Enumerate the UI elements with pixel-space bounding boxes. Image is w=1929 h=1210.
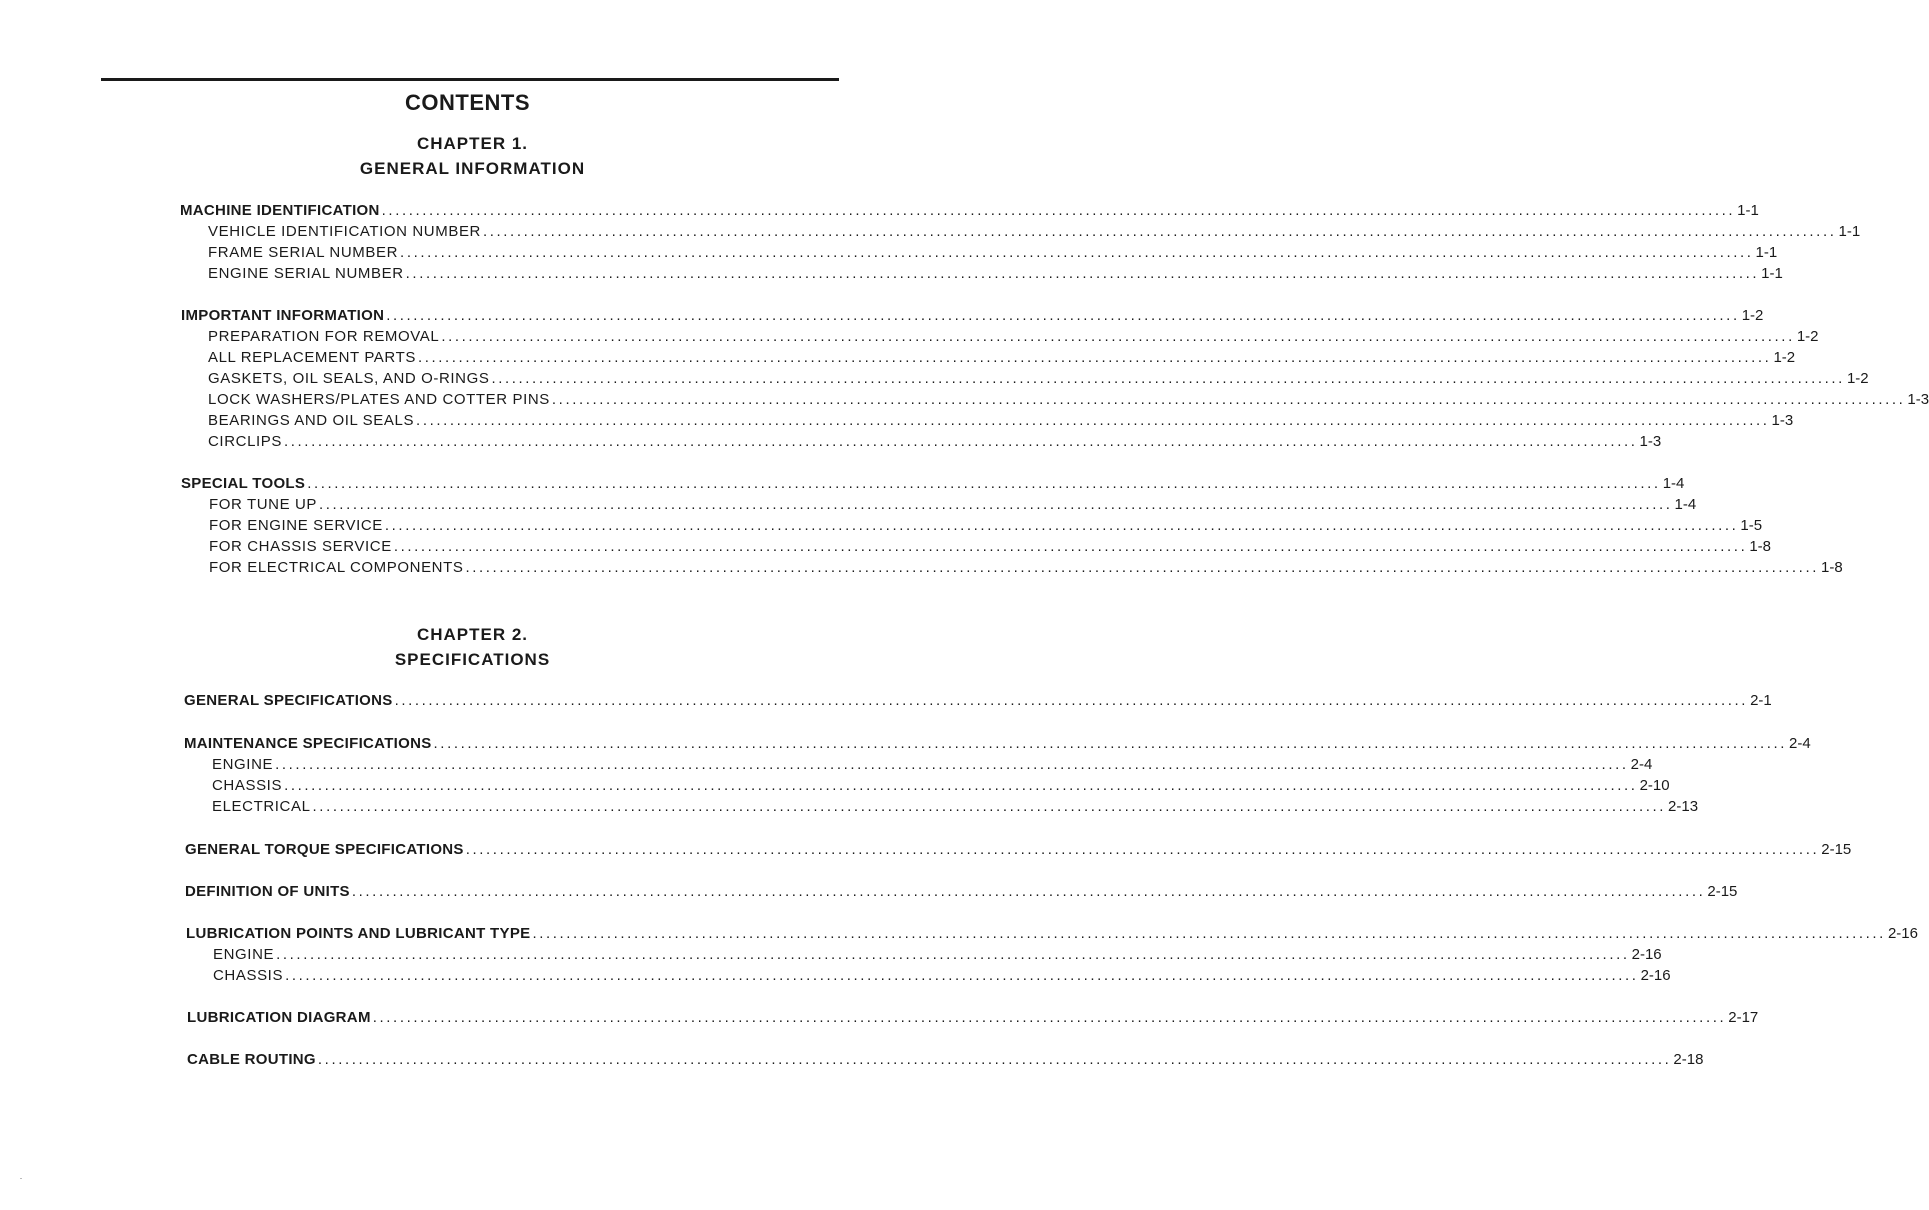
toc-section-entry (180, 200, 1759, 221)
toc-page-number: 1-8 (1749, 538, 1772, 555)
dot-leader: ........................................................................................................................................................................................................ (307, 475, 1661, 492)
chapter-2-name: SPECIFICATIONS (394, 650, 551, 669)
toc-entry-label: MACHINE IDENTIFICATION (180, 202, 380, 219)
toc-page-number: 2-16 (1640, 967, 1671, 984)
toc-entry-label: CHASSIS (213, 967, 284, 984)
toc-page-number: 1-1 (1755, 244, 1778, 261)
toc-subsection-entry (208, 347, 1796, 368)
dot-leader: ........................................................................................................................................................................................................ (386, 307, 1740, 324)
toc-page-number: 2-16 (1887, 925, 1918, 942)
dot-leader: ........................................................................................................................................................................................................ (275, 756, 1629, 773)
toc-entry-label: CABLE ROUTING (187, 1051, 316, 1068)
toc-entry-label: ELECTRICAL (212, 798, 311, 815)
toc-entry-label: CHASSIS (212, 777, 283, 794)
toc-entry-label: SPECIAL TOOLS (181, 475, 306, 492)
toc-entry-label: ENGINE SERIAL NUMBER (208, 265, 404, 282)
toc-subsection-entry (213, 944, 1662, 965)
scan-speck (20, 1178, 22, 1179)
toc-page-number: 2-13 (1668, 798, 1699, 815)
toc-subsection-entry (208, 410, 1794, 431)
dot-leader: ........................................................................................................................................................................................................ (441, 328, 1795, 345)
toc-entry-label: FRAME SERIAL NUMBER (208, 244, 399, 261)
toc-subsection-entry (208, 242, 1778, 263)
toc-page-number: 2-16 (1631, 946, 1662, 963)
toc-subsection-entry (208, 221, 1861, 242)
toc-entry-label: DEFINITION OF UNITS (185, 883, 350, 900)
toc-page-number: 1-2 (1741, 307, 1764, 324)
toc-entry-label: FOR ENGINE SERVICE (209, 517, 383, 534)
chapter-1-name: GENERAL INFORMATION (359, 159, 586, 178)
toc-page-number: 1-1 (1838, 223, 1861, 240)
toc-page-number: 2-4 (1789, 735, 1811, 752)
toc-page-number: 1-2 (1846, 370, 1869, 387)
toc-section-entry (185, 881, 1738, 902)
toc-subsection-entry (208, 431, 1662, 452)
toc-subsection-entry (209, 557, 1843, 578)
toc-subsection-entry (213, 965, 1671, 986)
dot-leader: ........................................................................................................................................................................................................ (433, 735, 1788, 752)
dot-leader: ........................................................................................................................................................................................................ (384, 517, 1739, 534)
dot-leader: ........................................................................................................................................................................................................ (381, 202, 1736, 219)
chapter-1-number: CHAPTER 1. (416, 134, 529, 153)
toc-page-number: 1-3 (1907, 391, 1929, 408)
toc-page-number: 1-3 (1639, 433, 1662, 450)
dot-leader: ........................................................................................................................................................................................................ (482, 223, 1837, 240)
top-rule (101, 78, 839, 81)
toc-subsection-entry (208, 389, 1929, 410)
toc-entry-label: IMPORTANT INFORMATION (181, 307, 385, 324)
toc-entry-label: GENERAL SPECIFICATIONS (184, 692, 393, 709)
toc-page-number: 2-18 (1673, 1051, 1704, 1068)
dot-leader: ........................................................................................................................................................................................................ (491, 370, 1845, 387)
toc-section-entry (181, 305, 1764, 326)
dot-leader: ........................................................................................................................................................................................................ (393, 538, 1748, 555)
dot-leader: ........................................................................................................................................................................................................ (465, 841, 1820, 858)
toc-page-number: 2-17 (1728, 1009, 1759, 1026)
toc-subsection-entry (208, 263, 1783, 284)
dot-leader: ........................................................................................................................................................................................................ (416, 412, 1770, 429)
dot-leader: ........................................................................................................................................................................................................ (394, 692, 1749, 709)
toc-entry-label: MAINTENANCE SPECIFICATIONS (184, 735, 432, 752)
toc-subsection-entry (212, 754, 1653, 775)
toc-page-number: 1-8 (1820, 559, 1843, 576)
dot-leader: ........................................................................................................................................................................................................ (465, 559, 1819, 576)
dot-leader: ........................................................................................................................................................................................................ (284, 433, 1638, 450)
toc-page-number: 1-5 (1740, 517, 1763, 534)
dot-leader: ........................................................................................................................................................................................................ (317, 1051, 1672, 1068)
toc-page-number: 1-1 (1761, 265, 1783, 282)
dot-leader: ........................................................................................................................................................................................................ (405, 265, 1760, 282)
toc-section-entry (186, 923, 1918, 944)
toc-entry-label: PREPARATION FOR REMOVAL (208, 328, 440, 345)
toc-page-number: 1-2 (1773, 349, 1796, 366)
toc-section-entry (187, 1007, 1759, 1028)
toc-entry-label: FOR CHASSIS SERVICE (209, 538, 392, 555)
dot-leader: ........................................................................................................................................................................................................ (417, 349, 1772, 366)
dot-leader: ........................................................................................................................................................................................................ (351, 883, 1706, 900)
toc-entry-label: GENERAL TORQUE SPECIFICATIONS (185, 841, 464, 858)
toc-section-entry (181, 473, 1685, 494)
dot-leader: ........................................................................................................................................................................................................ (319, 496, 1673, 513)
dot-leader: ........................................................................................................................................................................................................ (551, 391, 1906, 408)
dot-leader: ........................................................................................................................................................................................................ (372, 1009, 1727, 1026)
toc-subsection-entry (212, 775, 1670, 796)
toc-section-entry (184, 690, 1772, 711)
dot-leader: ........................................................................................................................................................................................................ (276, 946, 1630, 963)
toc-entry-label: ALL REPLACEMENT PARTS (208, 349, 416, 366)
toc-page-number: 1-4 (1662, 475, 1685, 492)
toc-subsection-entry (208, 326, 1819, 347)
toc-subsection-entry (208, 368, 1869, 389)
toc-entry-label: GASKETS, OIL SEALS, AND O-RINGS (208, 370, 490, 387)
toc-subsection-entry (209, 494, 1697, 515)
toc-section-entry (187, 1049, 1704, 1070)
toc-entry-label: VEHICLE IDENTIFICATION NUMBER (208, 223, 481, 240)
toc-entry-label: FOR TUNE UP (209, 496, 317, 513)
page-title: CONTENTS (405, 90, 530, 115)
toc-entry-label: LUBRICATION DIAGRAM (187, 1009, 371, 1026)
toc-entry-label: BEARINGS AND OIL SEALS (208, 412, 415, 429)
toc-section-entry (185, 839, 1852, 860)
toc-entry-label: ENGINE (212, 756, 274, 773)
toc-entry-label: ENGINE (213, 946, 275, 963)
toc-page-number: 2-15 (1821, 841, 1852, 858)
toc-entry-label: LUBRICATION POINTS AND LUBRICANT TYPE (186, 925, 531, 942)
toc-entry-label: CIRCLIPS (208, 433, 282, 450)
chapter-2-number: CHAPTER 2. (416, 625, 529, 644)
toc-section-entry (184, 733, 1811, 754)
toc-page-number: 1-1 (1737, 202, 1759, 219)
toc-subsection-entry (209, 515, 1763, 536)
dot-leader: ........................................................................................................................................................................................................ (400, 244, 1754, 261)
toc-subsection-entry (209, 536, 1772, 557)
toc-page-number: 2-1 (1750, 692, 1772, 709)
toc-page-number: 1-3 (1771, 412, 1794, 429)
toc-entry-label: LOCK WASHERS/PLATES AND COTTER PINS (208, 391, 550, 408)
toc-page-number: 2-10 (1639, 777, 1670, 794)
dot-leader: ........................................................................................................................................................................................................ (532, 925, 1886, 942)
toc-page-number: 2-15 (1707, 883, 1738, 900)
toc-subsection-entry (212, 796, 1699, 817)
toc-page-number: 2-4 (1630, 756, 1653, 773)
toc-page-number: 1-4 (1674, 496, 1697, 513)
toc-page-number: 1-2 (1796, 328, 1819, 345)
dot-leader: ........................................................................................................................................................................................................ (312, 798, 1667, 815)
dot-leader: ........................................................................................................................................................................................................ (284, 777, 1638, 794)
toc-entry-label: FOR ELECTRICAL COMPONENTS (209, 559, 464, 576)
dot-leader: ........................................................................................................................................................................................................ (285, 967, 1639, 984)
